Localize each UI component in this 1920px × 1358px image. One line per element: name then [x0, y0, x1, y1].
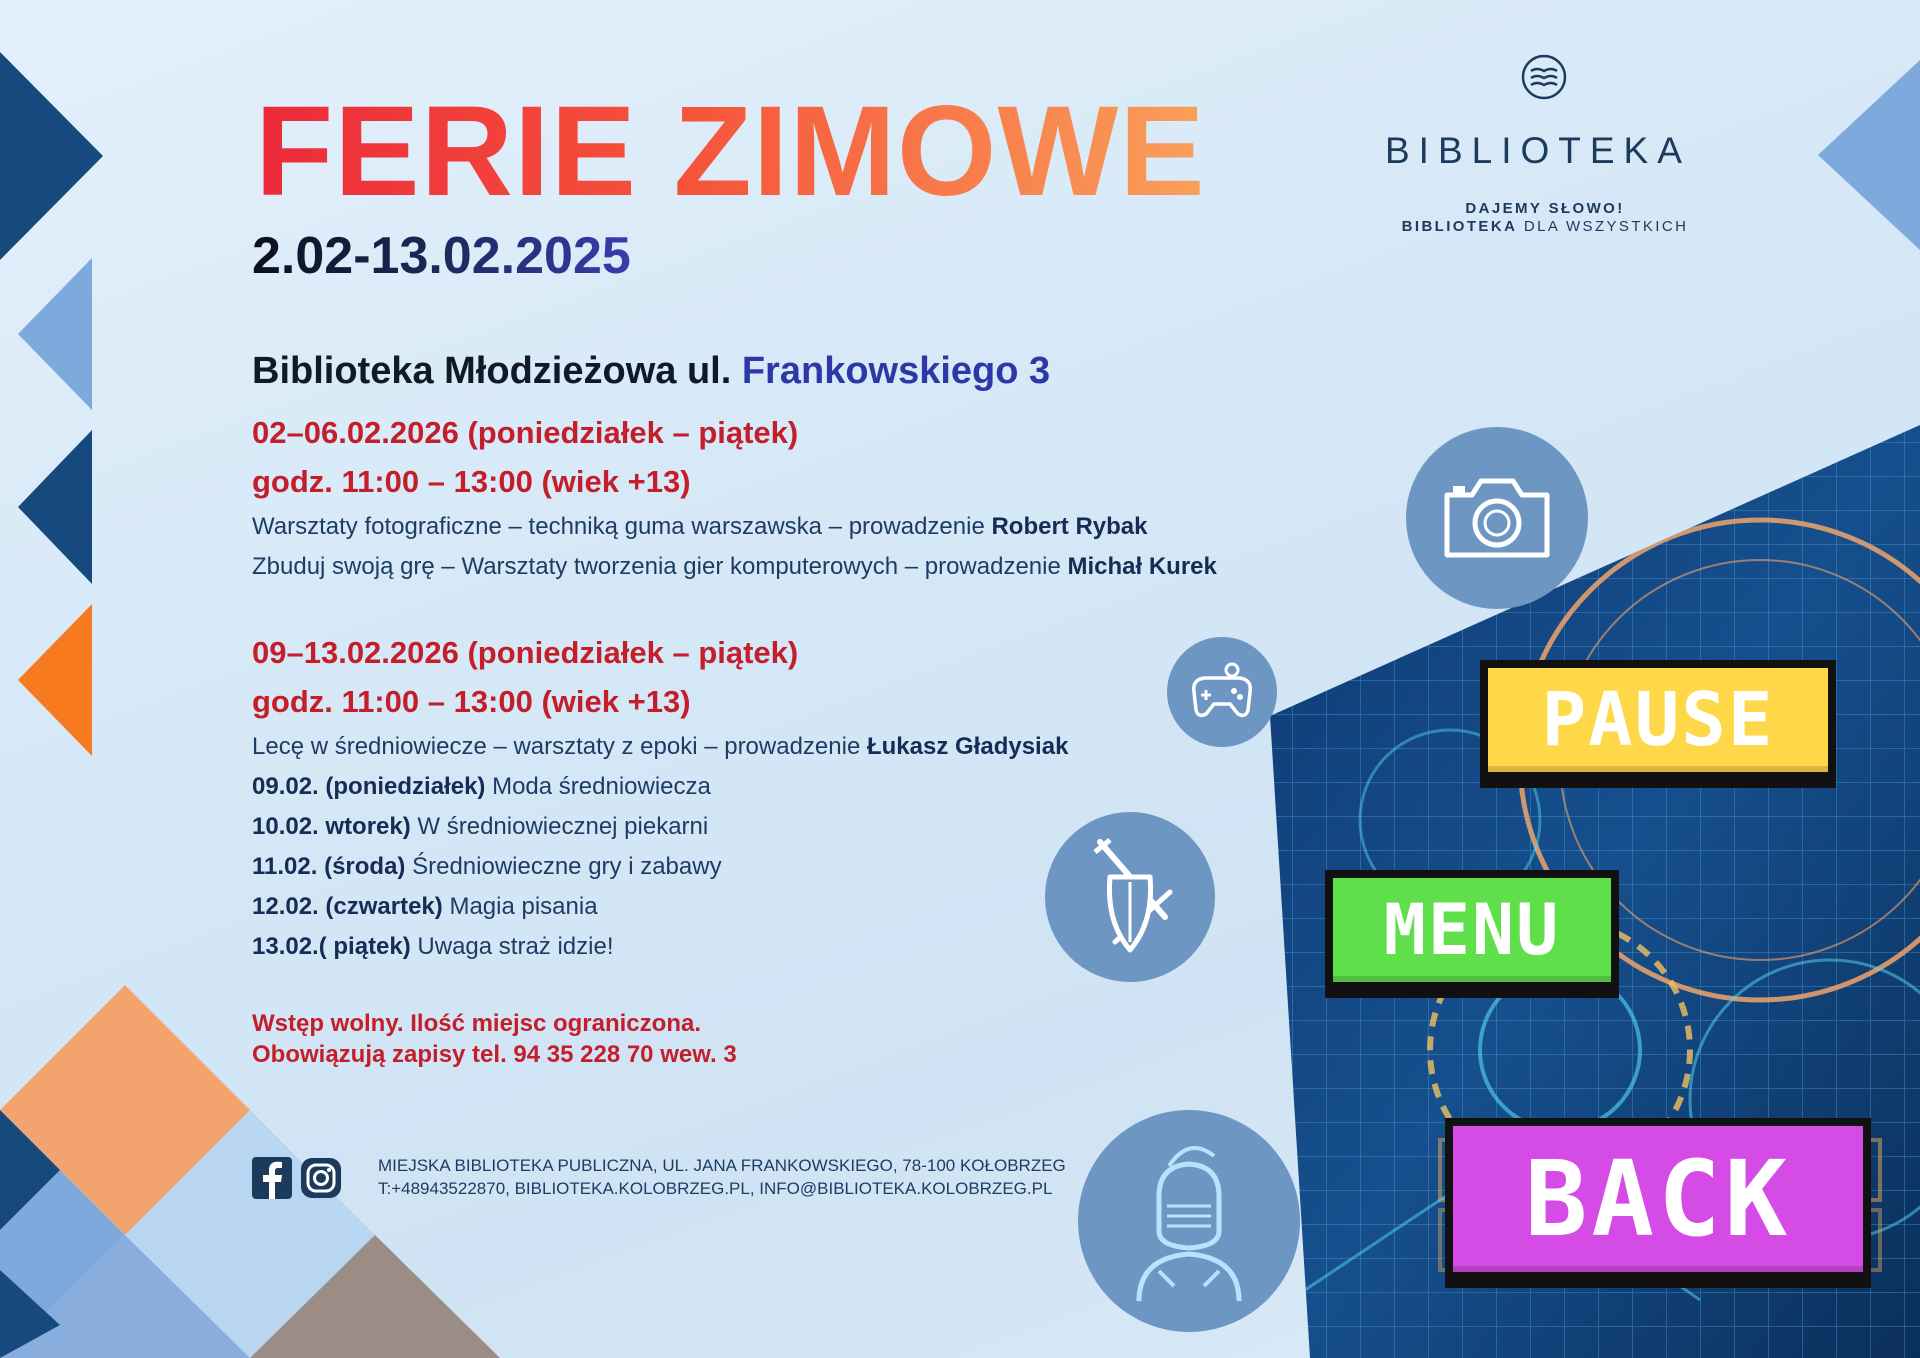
week2-intro — [252, 733, 1068, 761]
library-logo-name: BIBLIOTEKA — [1385, 130, 1691, 171]
note-line2: Obowiązują zapisy tel. 94 35 228 70 wew. 3 — [252, 1041, 737, 1068]
workshop-leader: Michał Kurek — [1067, 553, 1217, 580]
week2-day-5 — [252, 933, 614, 961]
camera-icon — [1437, 473, 1557, 563]
week1-workshop-2 — [252, 553, 1217, 581]
day-topic: Moda średniowiecza — [485, 773, 711, 800]
facebook-icon[interactable] — [252, 1157, 292, 1199]
event-dates: 2.02-13.02.2025 — [252, 227, 631, 285]
back-button[interactable]: BACK — [1445, 1118, 1871, 1280]
branch-address: Frankowskiego 3 — [741, 350, 1051, 392]
workshop-text: Lecę w średniowiecze – warsztaty z epoki – prowadzenie — [252, 733, 867, 760]
day-topic: W średniowiecznej piekarni — [410, 813, 709, 840]
tagline-line1: DAJEMY SŁOWO! — [1465, 200, 1625, 217]
entry-notes — [252, 1008, 737, 1070]
week2-day-1 — [252, 773, 711, 801]
day-topic: Uwaga straż idzie! — [410, 933, 614, 960]
week1-hours: godz. 11:00 – 13:00 (wiek +13) — [252, 464, 691, 499]
week2-dates: 09–13.02.2026 (poniedziałek – piątek) — [252, 635, 799, 670]
menu-button[interactable]: MENU — [1325, 870, 1619, 990]
day-topic: Średniowieczne gry i zabawy — [405, 853, 722, 880]
week1-dates: 02–06.02.2026 (poniedziałek – piątek) — [252, 415, 799, 450]
week2-day-4 — [252, 893, 598, 921]
tagline-bold: BIBLIOTEKA — [1401, 218, 1518, 235]
event-title: FERIE ZIMOWE — [255, 80, 1206, 223]
week1-workshop-1 — [252, 513, 1148, 541]
week2-day-3 — [252, 853, 722, 881]
sword-shield-icon-circle — [1045, 812, 1215, 982]
tagline-rest: DLA WSZYSTKICH — [1517, 218, 1689, 235]
day-label: 09.02. (poniedziałek) — [252, 773, 486, 800]
sword-shield-icon — [1070, 832, 1190, 962]
footer-contact — [378, 1154, 1066, 1200]
knight-icon — [1119, 1136, 1259, 1306]
note-line1: Wstęp wolny. Ilość miejsc ograniczona. — [252, 1010, 701, 1037]
week2-hours: godz. 11:00 – 13:00 (wiek +13) — [252, 684, 691, 719]
workshop-leader: Robert Rybak — [991, 513, 1148, 540]
workshop-leader: Łukasz Gładysiak — [866, 733, 1069, 760]
footer-line2: T:+48943522870, BIBLIOTEKA.KOLOBRZEG.PL, INFO@BIBLIOTEKA.KOLOBRZEG.PL — [378, 1179, 1053, 1198]
pause-button[interactable]: PAUSE — [1480, 660, 1836, 780]
workshop-text: Warsztaty fotograficzne – techniką guma warszawska – prowadzenie — [252, 513, 992, 540]
workshop-text: Zbuduj swoją grę – Warsztaty tworzenia gier komputerowych – prowadzenie — [252, 553, 1068, 580]
day-label: 11.02. (środa) — [252, 853, 406, 880]
week2-day-2 — [252, 813, 708, 841]
instagram-icon[interactable] — [300, 1157, 342, 1199]
day-label: 10.02. wtorek) — [252, 813, 411, 840]
branch-name: Biblioteka Młodzieżowa ul. — [252, 350, 732, 392]
tagline-line2 — [1385, 218, 1705, 236]
day-label: 13.02.( piątek) — [252, 933, 411, 960]
day-topic: Magia pisania — [442, 893, 598, 920]
gamepad-icon-circle — [1167, 637, 1277, 747]
day-label: 12.02. (czwartek) — [252, 893, 443, 920]
knight-icon-circle — [1078, 1110, 1300, 1332]
library-logo-tagline — [1385, 200, 1705, 236]
library-logo-icon — [1521, 54, 1567, 100]
camera-icon-circle — [1406, 427, 1588, 609]
branch-heading — [252, 350, 1050, 393]
footer-line1: MIEJSKA BIBLIOTEKA PUBLICZNA, UL. JANA FRANKOWSKIEGO, 78-100 KOŁOBRZEG — [378, 1156, 1066, 1175]
gamepad-icon — [1186, 662, 1258, 722]
